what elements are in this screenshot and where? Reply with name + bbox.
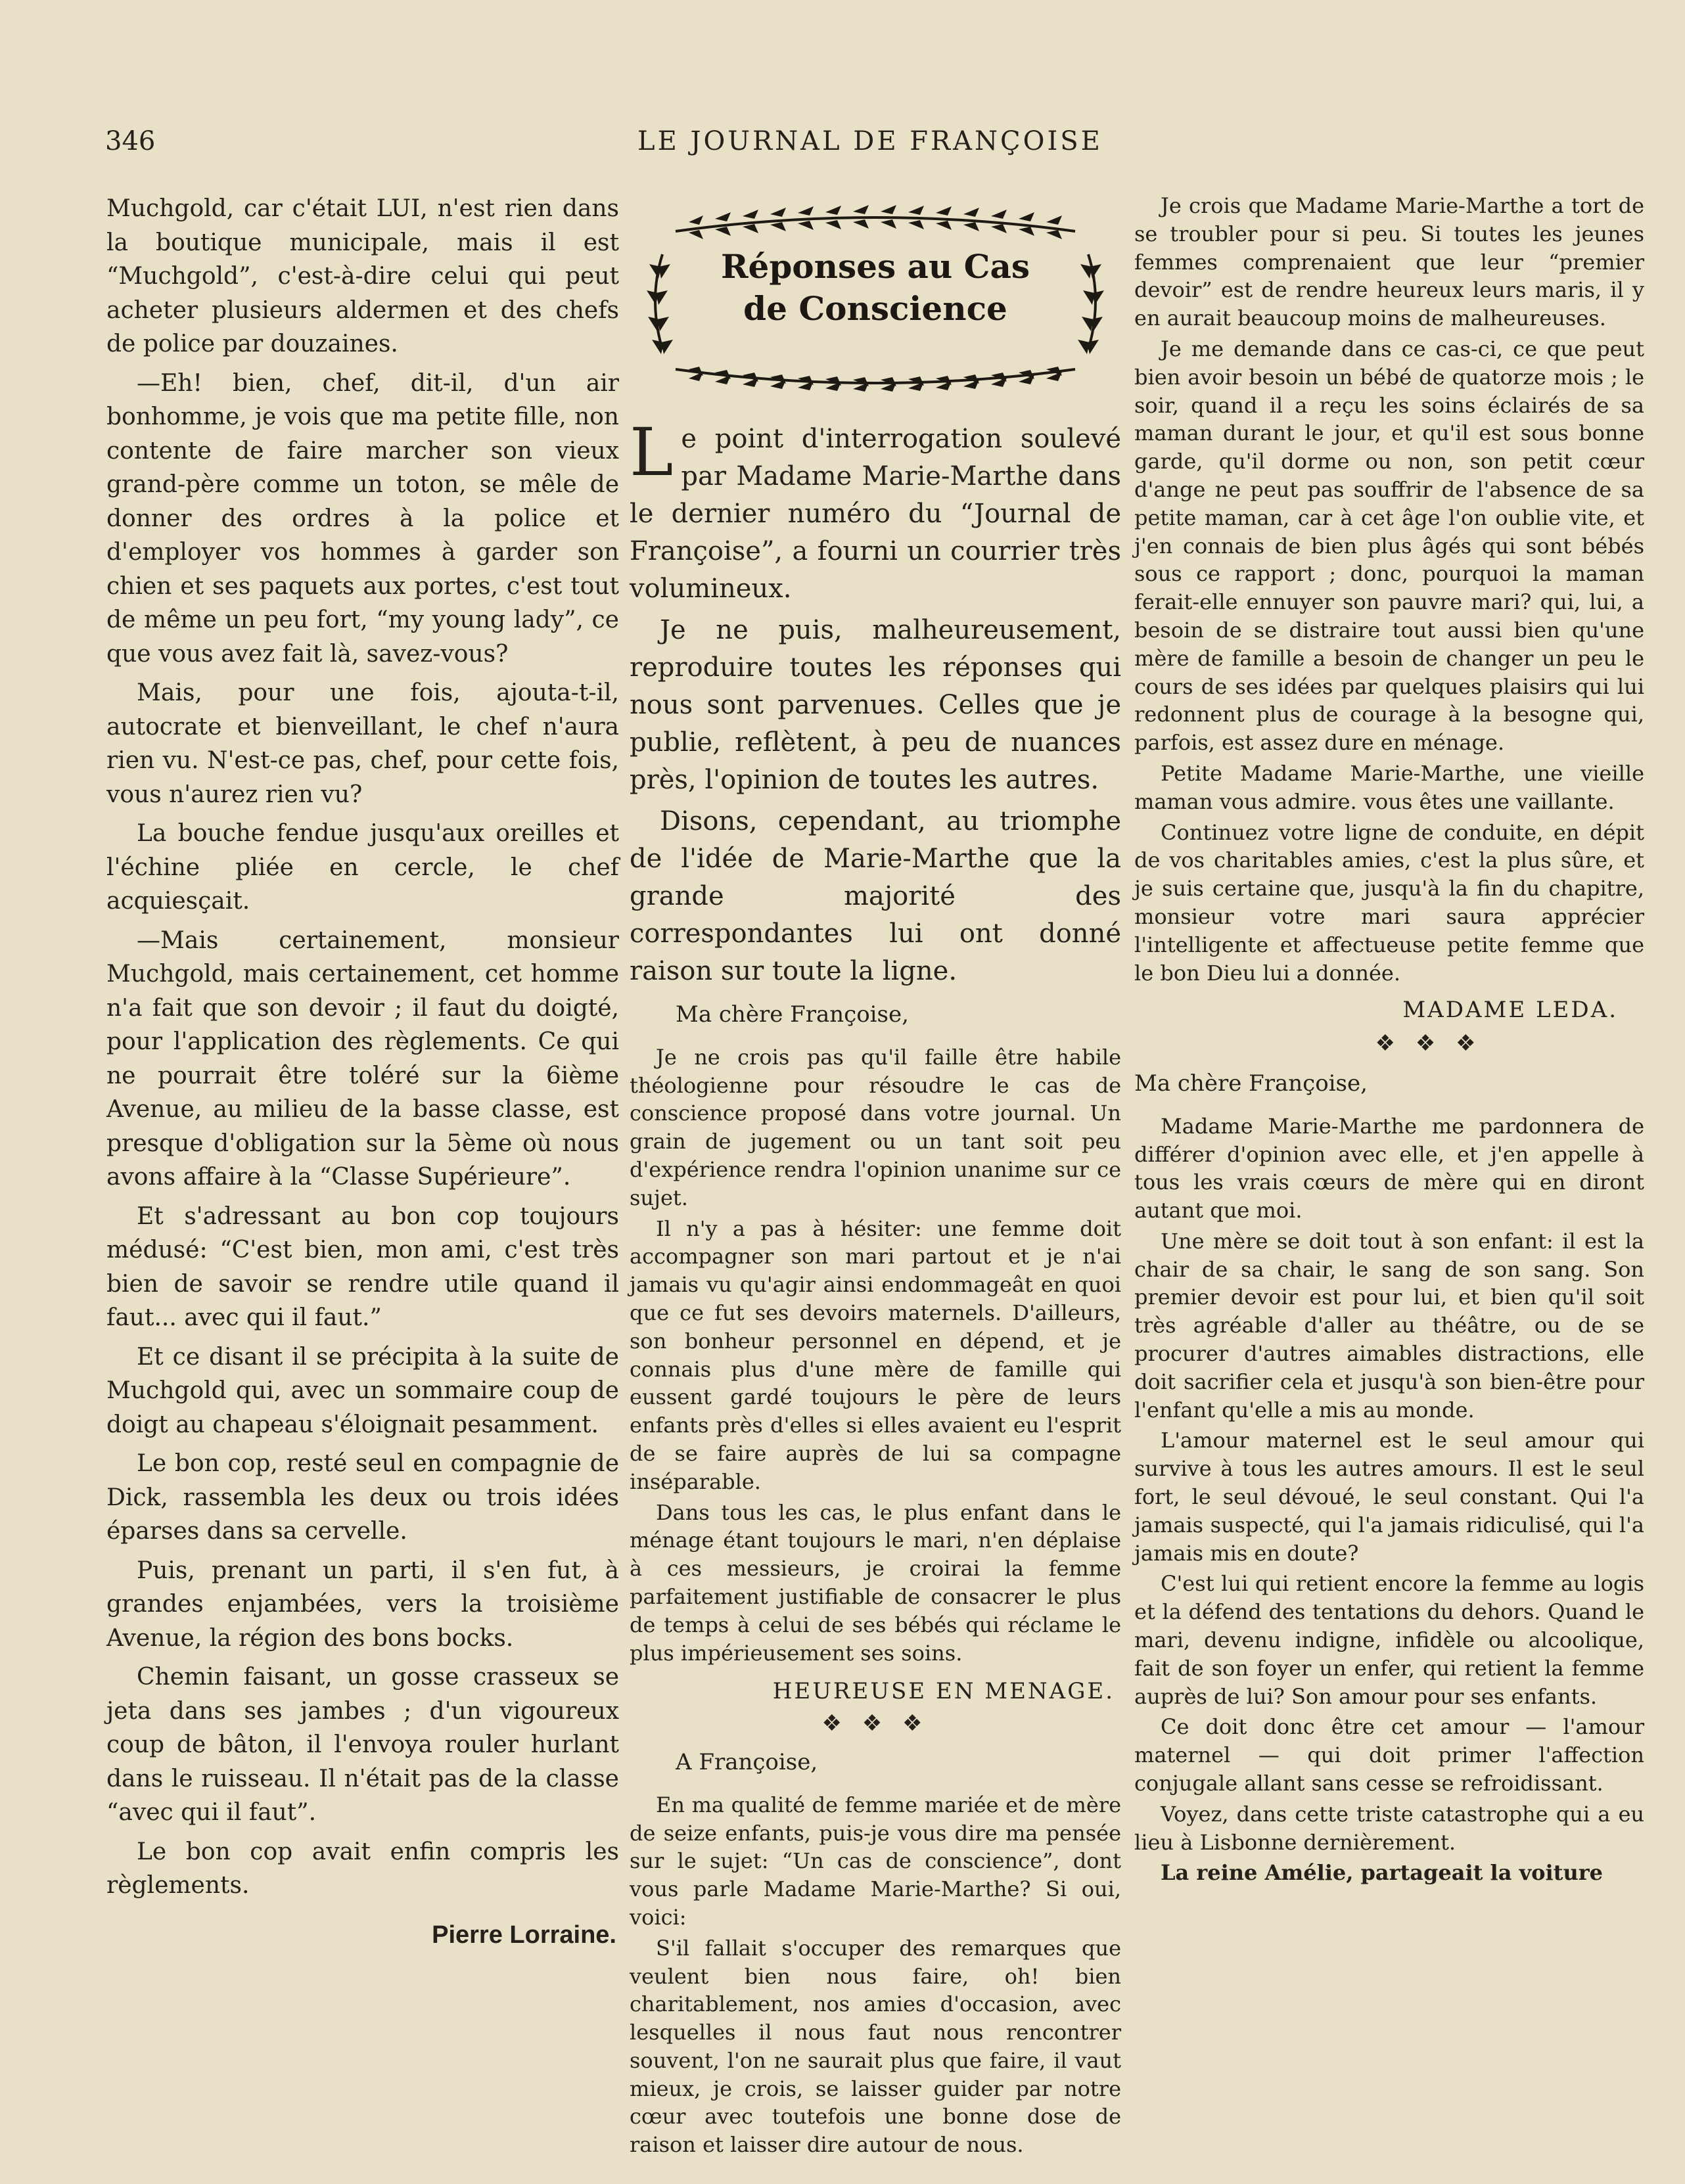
paragraph: Et ce disant il se précipita à la suite de Muchgold qui, avec un sommaire coup de doigt au chapeau s'éloignait pesamment. — [106, 1343, 619, 1438]
letter-paragraph: Voyez, dans cette triste catastrophe qui a eu lieu à Lisbonne dernièrement. — [1134, 1801, 1644, 1855]
letter-signature: MADAME LEDA. — [1402, 997, 1618, 1024]
intro-paragraph: Disons, cependant, au triomphe de l'idée de Marie-Marthe que la grande majorité des correspondantes lui ont donné raison sur toute la ligne. — [630, 806, 1121, 986]
middle-column — [630, 192, 1121, 2162]
journal-title: LE JOURNAL DE FRANÇOISE — [637, 126, 1103, 156]
letter-paragraph: Je ne crois pas qu'il faille être habile théologienne pour résoudre le cas de conscience proposé dans votre journal. Un grain de jugement ou un tant soit peu d'expérience rendra l'opinion unanime sur ce sujet. — [630, 1044, 1121, 1210]
author-signature: Pierre Lorraine. — [432, 1921, 616, 1949]
letter-paragraph: C'est lui qui retient encore la femme au logis et la défend des tentations du dehors. Quand le mari, devenu indigne, infidèle ou alcoolique, fait de son foyer un enfer, qui retient la femme auprès de lui? Son amour pour ses enfants. — [1134, 1571, 1644, 1709]
letter-salutation: Ma chère Françoise, — [1134, 1070, 1368, 1097]
paragraph: Puis, prenant un parti, il s'en fut, à grandes enjambées, vers la troisième Avenue, la région des bons bocks. — [106, 1557, 619, 1652]
paragraph: Mais, pour une fois, ajouta-t-il, autocrate et bienveillant, le chef n'aura rien vu. N'est-ce pas, chef, pour cette fois, vous n'aurez rien vu? — [106, 679, 619, 808]
paragraph: Le bon cop avait enfin compris les règlements. — [106, 1838, 619, 1899]
running-head — [105, 126, 1643, 166]
ornament-divider: ❖ ❖ ❖ — [1375, 1030, 1483, 1057]
paragraph: Et s'adressant au bon cop toujours médusé: “C'est bien, mon ami, c'est très bien de savoir se rendre utile quand il faut... avec qui il faut.” — [106, 1202, 619, 1331]
letter-paragraph: Il n'y a pas à hésiter: une femme doit accompagner son mari partout et je n'ai jamais vu qu'agir ainsi endommageât en quoi que ce fut ses devoirs maternels. D'ailleurs, son bonheur personnel en dépend, et je connais plus d'une mère de famille qui eussent gardé toujours le père de leurs enfants près d'elles si elles avaient eu l'esprit de se faire auprès de lui sa compagne inséparable. — [630, 1216, 1121, 1494]
letter-paragraph: Je crois que Madame Marie-Marthe a tort de se troubler pour si peu. Si toutes les jeunes femmes comprenaient que leur “premier devoir” est de rendre heureux leurs maris, il y en aurait beaucoup moins de malheureuses. — [1134, 193, 1644, 331]
reader-letter — [630, 1001, 1121, 2159]
continued-line: La reine Amélie, partageait la voiture — [1161, 1860, 1603, 1886]
section-title-frame — [630, 192, 1121, 409]
letter-salutation: Ma chère Françoise, — [676, 1001, 909, 1028]
right-column — [1134, 192, 1644, 1890]
paragraph: —Eh! bien, chef, dit-il, d'un air bonhomme, je vois que ma petite fille, non contente de faire marcher son vieux grand-père comme un toton, se mêle de donner des ordres à la police et d'employer vos hommes à garder son chien et ses paquets aux portes, c'est tout de même un peu fort, “my young lady”, ce que vous avez fait là, savez-vous? — [106, 369, 619, 668]
letter-paragraph: Ce doit donc être cet amour — l'amour maternel — qui doit primer l'affection conjugale allant sans cesse se refroidissant. — [1134, 1714, 1644, 1796]
intro-text: e point d'interrogation soulevé par Madame Marie-Marthe dans le dernier numéro du “Journal de Françoise”, a fourni un courrier très volumineux. — [630, 424, 1121, 604]
ornament-divider: ❖ ❖ ❖ — [821, 1710, 929, 1737]
section-title: Réponses au Cas de Conscience — [720, 247, 1030, 328]
letter-paragraph: Je me demande dans ce cas-ci, ce que peut bien avoir besoin un bébé de quatorze mois ; le soir, quand il a reçu les soins éclairés de sa maman durant le jour, et qu'il est sous bonne garde, qu'il dorme ou non, son petit cœur d'ange ne peut pas souffrir de l'absence de sa petite maman, car à cet âge l'on oublie vite, et j'en connais de bien plus âgés qui sont bébés sous ce rapport ; donc, pourquoi la maman ferait-elle ennuyer son pauvre mari? qui, lui, a besoin de se distraire tout aussi bien qu'une mère de famille a besoin de changer un peu le cours de ses idées par quelques plaisirs qui lui redonnent plus de courage à la besogne qui, parfois, est assez dure en ménage. — [1134, 336, 1644, 756]
letter-paragraph: Une mère se doit tout à son enfant: il est la chair de sa chair, le sang de son sang. Son premier devoir est pour lui, et bien qu'il soit très agréable d'aller au théâtre, ou de se procurer d'autres aimables distractions, elle doit sacrifier cela et jusqu'à son bien-être pour l'enfant qu'elle a mis au monde. — [1134, 1228, 1644, 1422]
letter-paragraph: En ma qualité de femme mariée et de mère de seize enfants, puis-je vous dire ma pensée sur le sujet: “Un cas de conscience”, dont vous parle Madame Marie-Marthe? Si oui, voici: — [630, 1792, 1121, 1930]
paragraph: Muchgold, car c'était LUI, n'est rien dans la boutique municipale, mais il est “Muchgold”, c'est-à-dire celui qui peut acheter plusieurs aldermen et des chefs de police par douzaines. — [106, 195, 619, 357]
page-number: 346 — [105, 126, 156, 156]
letter-signature: HEUREUSE EN MENAGE. — [772, 1678, 1115, 1705]
intro-paragraph: Je ne puis, malheureusement, reproduire toutes les réponses qui nous sont parvenues. Celles que je publie, reflètent, à peu de nuances près, l'opinion de toutes les autres. — [630, 615, 1121, 795]
editorial-intro — [630, 414, 1121, 990]
letter-paragraph: S'il fallait s'occuper des remarques que veulent bien nous faire, oh! bien charitablement, nos amies d'occasion, avec lesquelles il nous faut nous rencontrer souvent, l'on ne saurait plus que faire, il vaut mieux, je crois, se laisser guider par notre cœur avec toutefois une bonne dose de raison et laisser dire autour de nous. — [630, 1935, 1121, 2158]
paragraph: La bouche fendue jusqu'aux oreilles et l'échine pliée en cercle, le chef acquiesçait. — [106, 820, 619, 915]
paragraph: Le bon cop, resté seul en compagnie de Dick, rassembla les deux ou trois idées éparses dans sa cervelle. — [106, 1450, 619, 1545]
letter-paragraph: Petite Madame Marie-Marthe, une vieille maman vous admire. vous êtes une vaillante. — [1134, 760, 1644, 814]
letter-paragraph: Madame Marie-Marthe me pardonnera de différer d'opinion avec elle, et j'en appelle à tous les vrais cœurs de mère qui en diront autant que moi. — [1134, 1113, 1644, 1223]
letter-paragraph: L'amour maternel est le seul amour qui survive à tous les autres amours. Il est le seul fort, le seul dévoué, le seul constant. Qui l'a jamais suspecté, qui l'a jamais ridiculisé, qui l'a jamais mis en doute? — [1134, 1428, 1644, 1566]
left-column — [106, 192, 619, 1952]
letter-paragraph: Dans tous les cas, le plus enfant dans le ménage étant toujours le mari, n'en déplaise à ces messieurs, je croirai la femme parfaitement justifiable de consacrer le plus de temps à celui de ses bébés qui réclame le plus impérieusement ses soins. — [630, 1499, 1121, 1666]
letter-salutation: A Françoise, — [676, 1748, 818, 1775]
letter-paragraph: Continuez votre ligne de conduite, en dépit de vos charitables amies, c'est la plus sûre, et je suis certaine que, jusqu'à la fin du chapitre, monsieur votre mari saura apprécier l'intelligente et affectueuse petite femme que le bon Dieu lui a donnée. — [1134, 819, 1644, 986]
paragraph: —Mais certainement, monsieur Muchgold, mais certainement, cet homme n'a fait que son devoir ; il faut du doigté, pour l'application des règlements. Ce qui ne pourrait être toléré sur la 6ième Avenue, au milieu de la basse classe, est presque d'obligation sur la 5ème où nous avons affaire à la “Classe Supérieure”. — [106, 926, 619, 1191]
intro-paragraph — [630, 414, 1121, 608]
paragraph: Chemin faisant, un gosse crasseux se jeta dans ses jambes ; d'un vigoureux coup de bâton, il l'envoya rouler hurlant dans le ruisseau. Il n'était pas de la classe “avec qui il faut”. — [106, 1664, 619, 1826]
drop-cap: L — [630, 414, 674, 491]
